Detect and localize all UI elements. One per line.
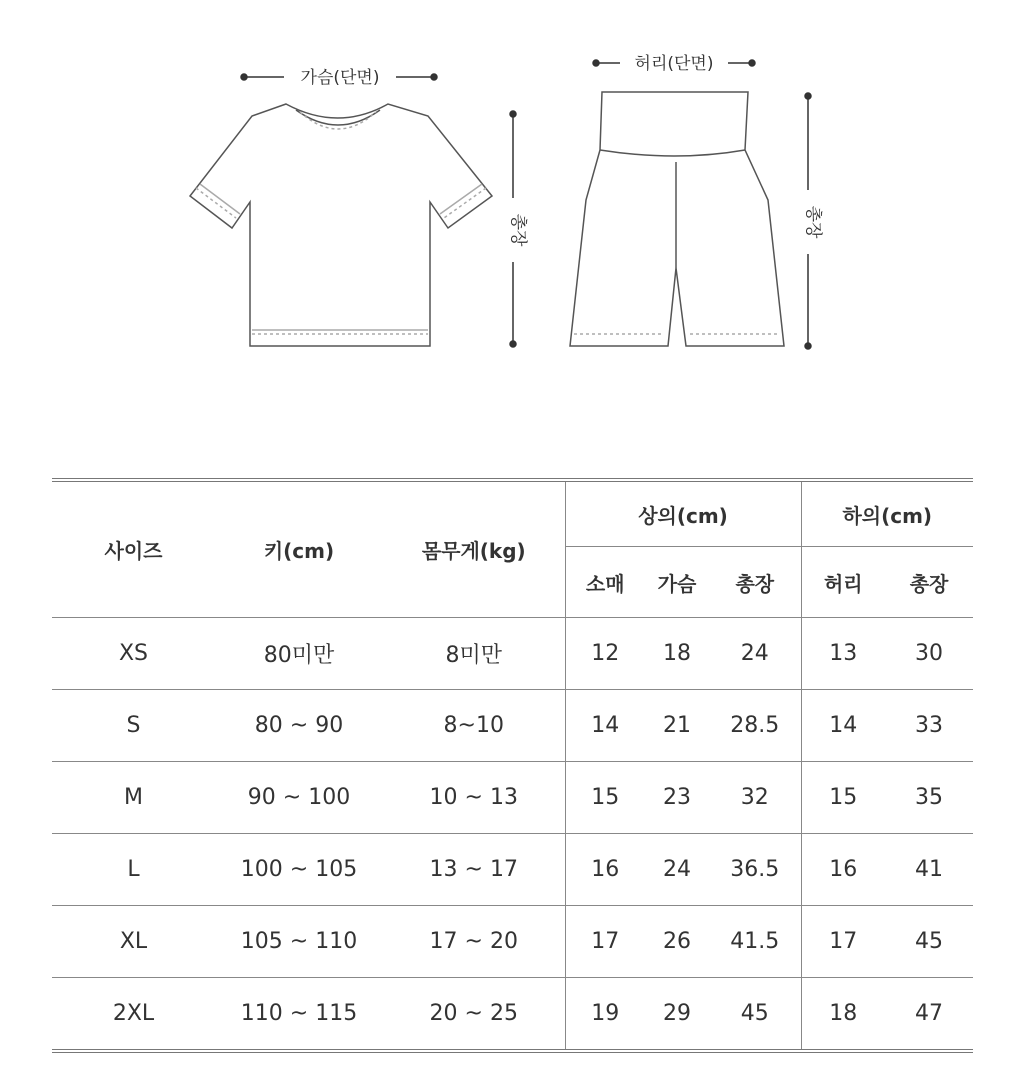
header-bottom-waist: 허리 <box>801 547 885 618</box>
table-cell: 2XL <box>52 978 215 1052</box>
table-cell: 32 <box>709 762 801 834</box>
header-height: 키(cm) <box>263 539 335 563</box>
table-row <box>52 618 973 690</box>
waist-label: 허리(단면) <box>634 54 714 74</box>
table-row <box>52 762 973 834</box>
table-cell: 45 <box>885 906 973 978</box>
header-size: 사이즈 <box>104 539 163 563</box>
table-cell: 16 <box>801 834 885 906</box>
chest-label: 가슴(단면) <box>300 68 380 88</box>
table-cell: 45 <box>709 978 801 1052</box>
tshirt-illustration <box>190 104 492 346</box>
garment-diagrams <box>0 0 1024 420</box>
header-top-sleeve: 소매 <box>565 547 645 618</box>
header-top-group: 상의(cm) <box>565 480 801 547</box>
table-cell: 30 <box>915 641 944 666</box>
table-cell: XL <box>52 906 215 978</box>
table-cell: 8~10 <box>383 690 565 762</box>
table-row <box>52 978 973 1052</box>
table-cell: 28.5 <box>709 690 801 762</box>
diagram-svg <box>0 0 1024 420</box>
header-bottom-group: 하의(cm) <box>801 480 973 547</box>
table-cell: 8미만 <box>445 643 502 668</box>
table-cell: 15 <box>565 762 645 834</box>
table-cell: M <box>52 762 215 834</box>
table-cell: 17 ~ 20 <box>383 906 565 978</box>
table-cell: 14 <box>801 690 885 762</box>
table-cell: 18 <box>801 978 885 1052</box>
header-top-chest: 가슴 <box>645 547 709 618</box>
header-bottom-length: 총장 <box>885 547 973 618</box>
table-cell: 13 ~ 17 <box>383 834 565 906</box>
table-cell: 36.5 <box>709 834 801 906</box>
table-cell: 18 <box>663 641 691 666</box>
table-cell: 17 <box>801 906 885 978</box>
table-cell: 100 ~ 105 <box>215 834 383 906</box>
table-cell: 35 <box>885 762 973 834</box>
header-top-length: 총장 <box>709 547 801 618</box>
table-cell: 21 <box>645 690 709 762</box>
table-cell: 90 ~ 100 <box>215 762 383 834</box>
table-row <box>52 690 973 762</box>
bottom-length-label: 총장 <box>803 205 823 239</box>
table-cell: L <box>52 834 215 906</box>
table-cell: 15 <box>801 762 885 834</box>
table-cell: 13 <box>801 618 885 690</box>
table-cell: 26 <box>645 906 709 978</box>
table-cell: 110 ~ 115 <box>215 978 383 1052</box>
table-cell: XS <box>118 641 149 666</box>
shorts-illustration <box>570 92 784 346</box>
size-chart-table <box>52 478 973 1053</box>
table-cell: 12 <box>565 618 645 690</box>
table-cell: 80 ~ 90 <box>215 690 383 762</box>
table-row <box>52 834 973 906</box>
table-cell: 20 ~ 25 <box>383 978 565 1052</box>
table-cell: 17 <box>565 906 645 978</box>
table-cell: 10 ~ 13 <box>383 762 565 834</box>
table-cell: 80미만 <box>263 643 335 668</box>
table-cell: 29 <box>645 978 709 1052</box>
table-cell: 23 <box>645 762 709 834</box>
table-cell: 105 ~ 110 <box>215 906 383 978</box>
table-cell: 33 <box>885 690 973 762</box>
table-header <box>52 480 973 618</box>
table-row <box>52 906 973 978</box>
table-cell: 41 <box>885 834 973 906</box>
table-cell: 14 <box>565 690 645 762</box>
table-cell: 19 <box>565 978 645 1052</box>
table-cell: S <box>52 690 215 762</box>
table-cell: 16 <box>565 834 645 906</box>
table-cell: 24 <box>740 641 769 666</box>
table-cell: 24 <box>645 834 709 906</box>
top-length-label: 총장 <box>508 213 528 247</box>
table-body <box>52 618 973 1052</box>
header-weight: 몸무게(kg) <box>421 539 526 563</box>
table-cell: 41.5 <box>709 906 801 978</box>
table-cell: 47 <box>885 978 973 1052</box>
